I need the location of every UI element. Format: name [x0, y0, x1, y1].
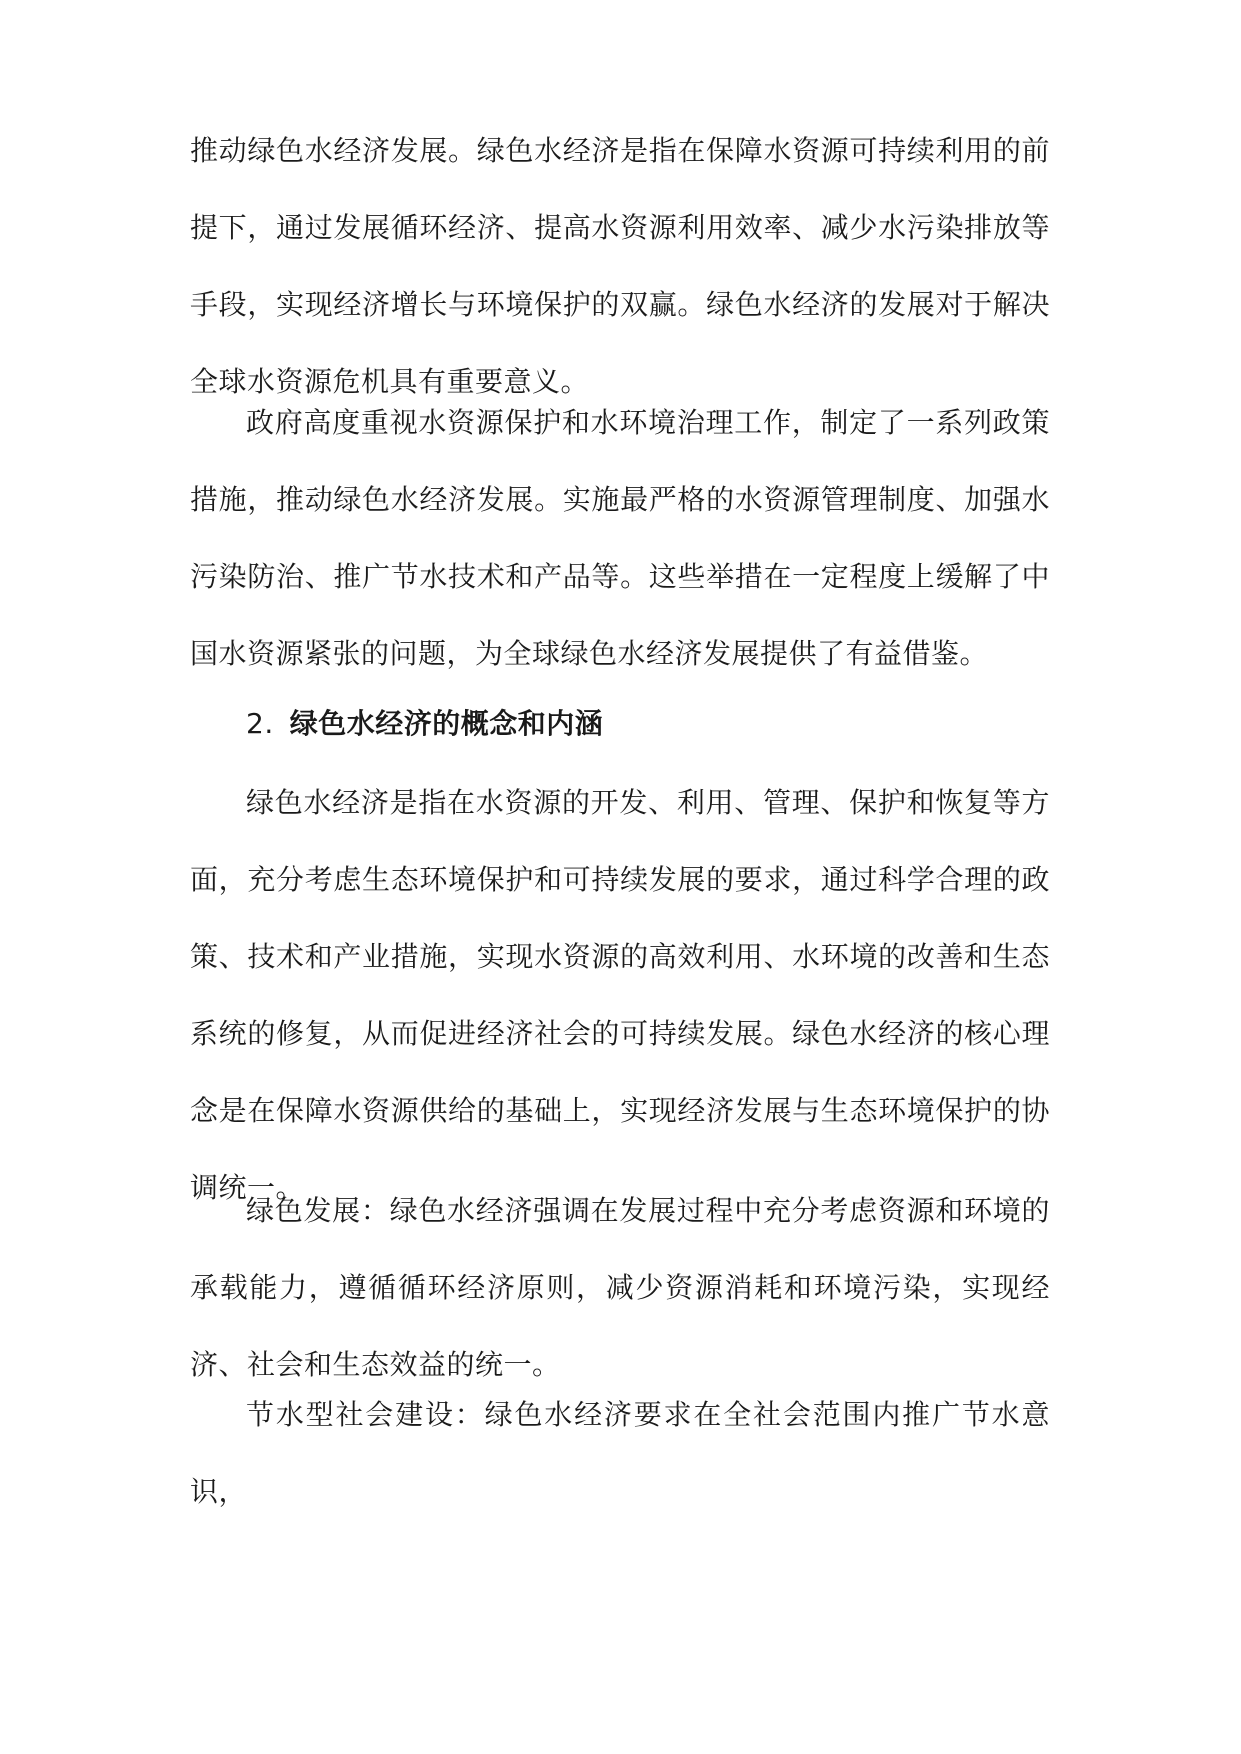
- paragraph-government-policy: 政府高度重视水资源保护和水环境治理工作，制定了一系列政策措施，推动绿色水经济发展。实施最严格的水资源管理制度、加强水污染防治、推广节水技术和产品等。这些举措在一定程度上缓解了中国水资源紧张的问题，为全球绿色水经济发展提供了有益借鉴。: [190, 406, 1050, 670]
- paragraph-intro-continuation: 推动绿色水经济发展。绿色水经济是指在保障水资源可持续利用的前提下，通过发展循环经济、提高水资源利用效率、减少水污染排放等手段，实现经济增长与环境保护的双赢。绿色水经济的发展对于解决全球水资源危机具有重要意义。: [190, 134, 1050, 398]
- paragraph-definition: 绿色水经济是指在水资源的开发、利用、管理、保护和恢复等方面，充分考虑生态环境保护和可持续发展的要求，通过科学合理的政策、技术和产业措施，实现水资源的高效利用、水环境的改善和生态系统的修复，从而促进经济社会的可持续发展。绿色水经济的核心理念是在保障水资源供给的基础上，实现经济发展与生态环境保护的协调统一。: [190, 786, 1050, 1204]
- paragraph-green-development: 绿色发展：绿色水经济强调在发展过程中充分考虑资源和环境的承载能力，遵循循环经济原则，减少资源消耗和环境污染，实现经济、社会和生态效益的统一。: [190, 1194, 1050, 1381]
- section-title: 绿色水经济的概念和内涵: [289, 707, 604, 740]
- paragraph-water-saving-society: 节水型社会建设：绿色水经济要求在全社会范围内推广节水意识，: [190, 1398, 1050, 1508]
- section-heading: [246, 704, 603, 744]
- section-number: 2.: [246, 707, 274, 740]
